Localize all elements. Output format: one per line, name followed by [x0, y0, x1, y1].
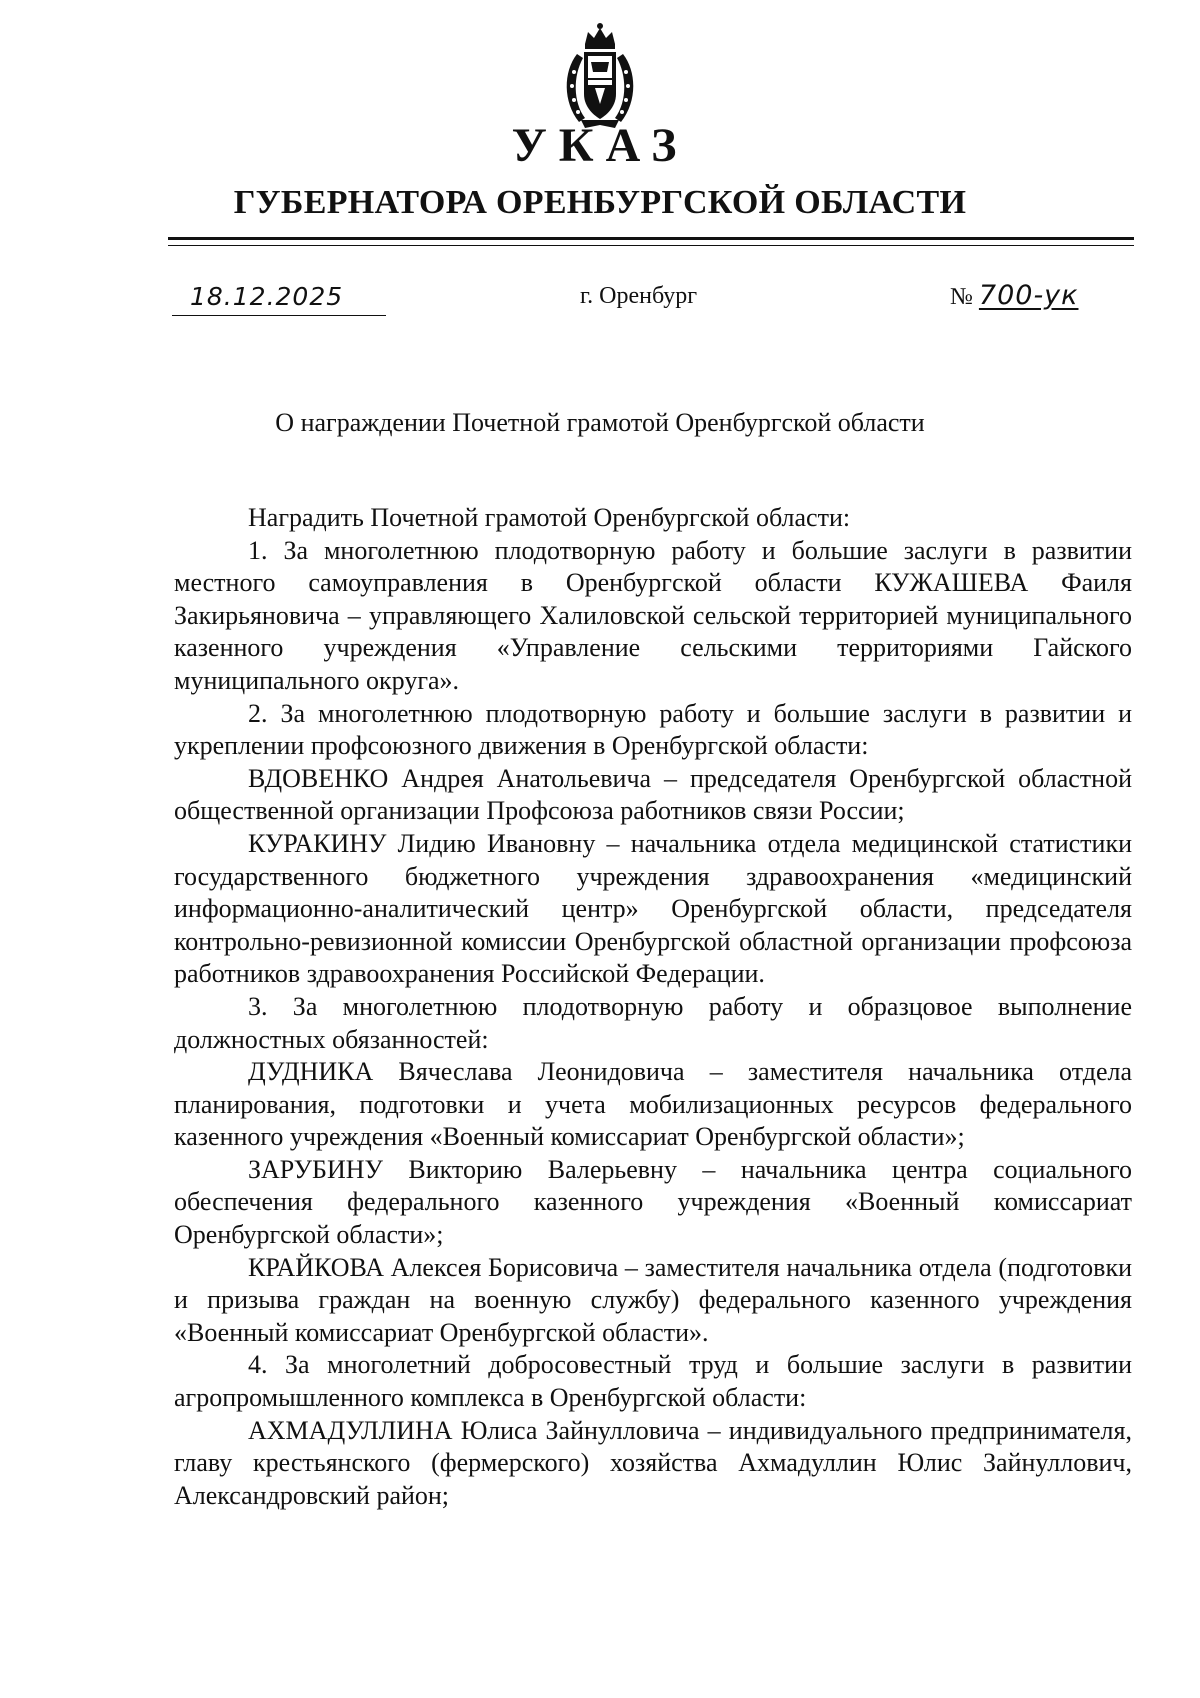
- header-divider-thick: [168, 237, 1134, 240]
- decree-number: 700-ук: [978, 280, 1079, 311]
- decree-city: г. Оренбург: [580, 283, 698, 309]
- document-title: О награждении Почетной грамотой Оренбургской области: [275, 408, 925, 437]
- paragraph-awardee: ЗАРУБИНУ Викторию Валерьевну – начальника центра социального обеспечения федерального казенного учреждения «Военный комиссариат Оренбургской области»;: [174, 1154, 1132, 1250]
- coat-of-arms-icon: [555, 22, 645, 132]
- decree-number-line: [950, 280, 1078, 311]
- paragraph-lead: Наградить Почетной грамотой Оренбургской области:: [248, 503, 851, 532]
- paragraph-awardee: КУРАКИНУ Лидию Ивановну – начальника отдела медицинской статистики государственного бюджетного учреждения здравоохранения «медицинский информационно-аналитический центр» Оренбургской области, председателя контрольно-ревизионной комиссии Оренбургской областной организации профсоюза работников здравоохранения Российской Федерации.: [174, 828, 1132, 989]
- paragraph-awardee: ВДОВЕНКО Андрея Анатольевича – председателя Оренбургской областной общественной организации Профсоюза работников связи России;: [174, 763, 1132, 826]
- paragraph-item-2: 2. За многолетнюю плодотворную работу и большие заслуги в развитии и укреплении профсоюзного движения в Оренбургской области:: [174, 698, 1132, 761]
- decree-date: 18.12.2025: [172, 280, 386, 316]
- paragraph-awardee: АХМАДУЛЛИНА Юлиса Зайнулловича – индивидуального предпринимателя, главу крестьянского (фермерского) хозяйства Ахмадуллин Юлис Зайнуллович, Александровский район;: [174, 1415, 1132, 1510]
- paragraph-awardee: ДУДНИКА Вячеслава Леонидовича – заместителя начальника отдела планирования, подготовки и учета мобилизационных ресурсов федерального казенного учреждения «Военный комиссариат Оренбургской области»;: [174, 1057, 1132, 1152]
- number-prefix: №: [950, 284, 973, 310]
- paragraph-awardee: КРАЙКОВА Алексея Борисовича – заместителя начальника отдела (подготовки и призыва граждан на военную службу) федерального казенного учреждения «Военный комиссариат Оренбургской области».: [174, 1252, 1132, 1347]
- paragraph-item-1: 1. За многолетнюю плодотворную работу и большие заслуги в развитии местного самоуправления в Оренбургской области КУЖАШЕВА Фаиля Закирьяновича – управляющего Халиловской сельской территорией муниципального казенного учреждения «Управление сельскими территориями Гайского муниципального округа».: [174, 535, 1132, 695]
- decree-title: УКАЗ: [511, 119, 689, 172]
- header-divider-thin: [168, 245, 1134, 246]
- document-body: [174, 502, 1132, 1512]
- decree-issuer: ГУБЕРНАТОРА ОРЕНБУРГСКОЙ ОБЛАСТИ: [233, 184, 967, 221]
- paragraph-item-3: 3. За многолетнюю плодотворную работу и образцовое выполнение должностных обязанностей:: [174, 991, 1132, 1054]
- paragraph-item-4: 4. За многолетний добросовестный труд и большие заслуги в развитии агропромышленного комплекса в Оренбургской области:: [174, 1350, 1132, 1413]
